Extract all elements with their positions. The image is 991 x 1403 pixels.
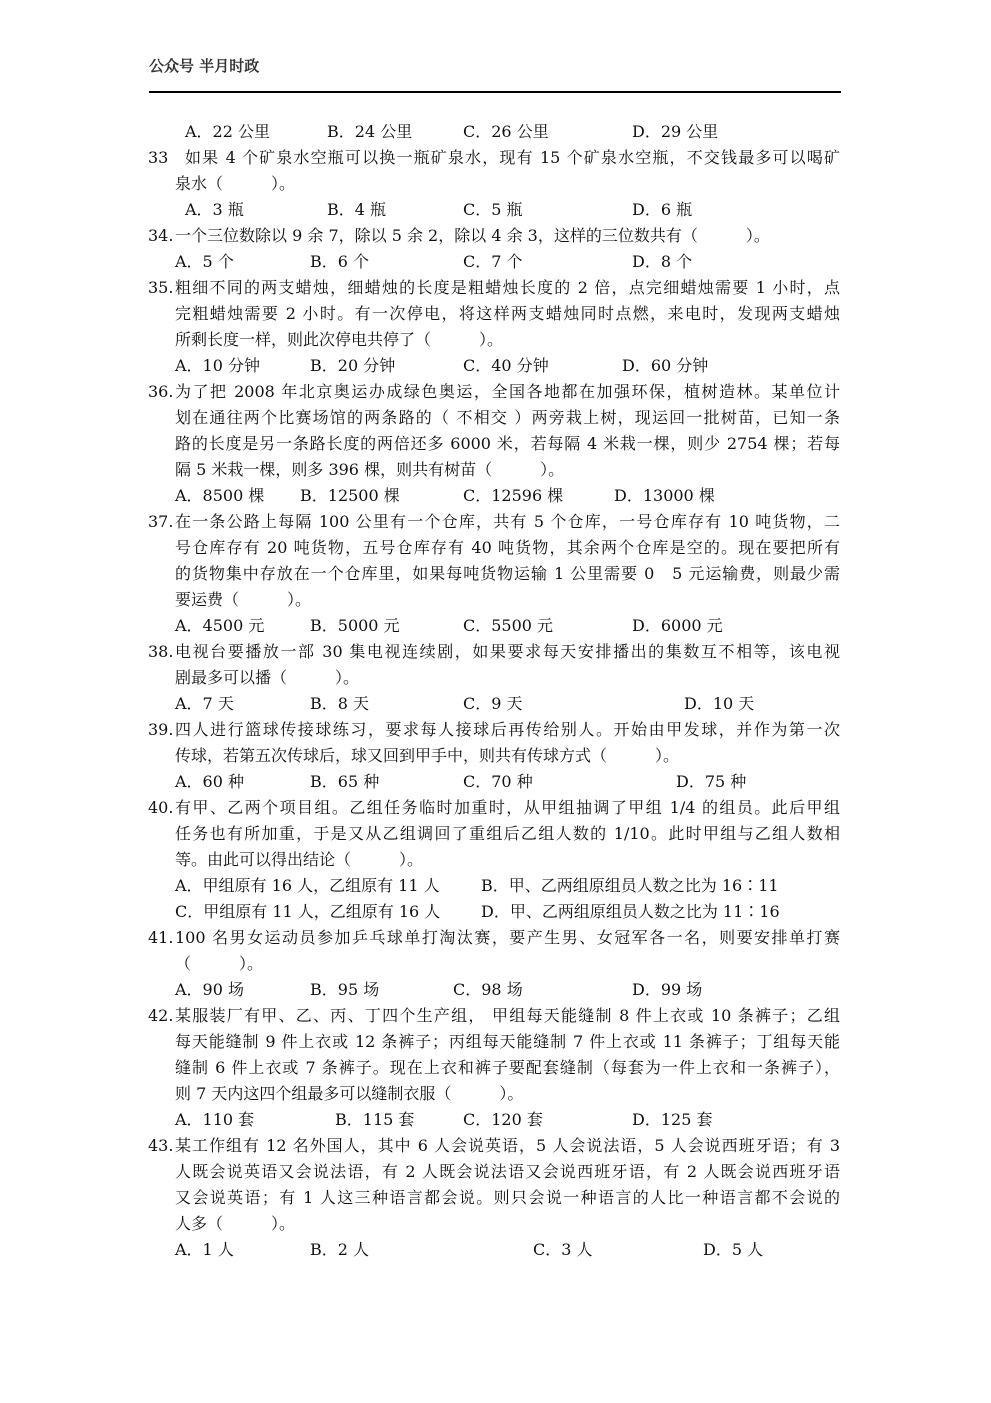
answer-option: C．12596 棵 <box>463 486 564 505</box>
options-row <box>0 613 991 639</box>
answer-option: D．29 公里 <box>632 122 719 141</box>
question-text: 为了把 2008 年北京奥运办成绿色奥运，全国各地都在加强环保，植树造林。某单位计 <box>175 382 840 401</box>
question-line <box>0 717 991 743</box>
question-line <box>0 223 991 249</box>
answer-option: C．26 公里 <box>463 122 549 141</box>
question-text: 泉水（ ）。 <box>175 174 296 193</box>
answer-option: D．125 套 <box>632 1110 713 1129</box>
options-row <box>0 197 991 223</box>
answer-option: C．甲组原有 11 人，乙组原有 16 人 <box>175 902 441 921</box>
question-text: 某服装厂有甲、乙、丙、丁四个生产组， 甲组每天能缝制 8 件上衣或 10 条裤子；乙组 <box>175 1006 840 1025</box>
question-line <box>0 1081 991 1107</box>
answer-option: B．24 公里 <box>327 122 413 141</box>
answer-option: A．3 瓶 <box>185 200 244 219</box>
question-line <box>0 561 991 587</box>
answer-option: A．110 套 <box>175 1110 255 1129</box>
question-text: 有甲、乙两个项目组。乙组任务临时加重时，从甲组抽调了甲组 1/4 的组员。此后甲组 <box>175 798 840 817</box>
answer-option: B．2 人 <box>310 1240 370 1259</box>
question-text: 电视台要播放一部 30 集电视连续剧，如果要求每天安排播出的集数互不相等，该电视 <box>175 642 840 661</box>
question-text: 100 名男女运动员参加乒乓球单打淘汰赛，要产生男、女冠军各一名，则要安排单打赛 <box>175 928 840 947</box>
question-number: 36. <box>148 382 174 401</box>
answer-option: A．60 种 <box>175 772 245 791</box>
question-number: 39. <box>148 720 174 739</box>
question-line <box>0 379 991 405</box>
question-line <box>0 171 991 197</box>
question-line <box>0 639 991 665</box>
answer-option: C．5 瓶 <box>463 200 523 219</box>
question-text: 完粗蜡烛需要 2 小时。有一次停电，将这样两支蜡烛同时点燃，来电时，发现两支蜡烛 <box>175 304 840 323</box>
question-text: 剧最多可以播（ ）。 <box>175 668 360 687</box>
answer-option: B．5000 元 <box>310 616 400 635</box>
question-number: 40. <box>148 798 174 817</box>
options-row <box>0 1237 991 1263</box>
answer-option: B．6 个 <box>310 252 370 271</box>
question-text: 粗细不同的两支蜡烛，细蜡烛的长度是粗蜡烛长度的 2 倍，点完细蜡烛需要 1 小时，点 <box>175 278 840 297</box>
options-row <box>0 353 991 379</box>
question-number: 33 <box>148 148 169 167</box>
question-line <box>0 145 991 171</box>
answer-option: C．7 个 <box>463 252 523 271</box>
header-divider <box>149 91 841 93</box>
question-text: 任务也有所加重，于是又从乙组调回了重组后乙组人数的 1/10。此时甲组与乙组人数相 <box>175 824 840 843</box>
question-number: 41. <box>148 928 174 947</box>
question-line <box>0 405 991 431</box>
answer-option: A．10 分钟 <box>175 356 261 375</box>
answer-option: D．8 个 <box>632 252 693 271</box>
answer-option: B．4 瓶 <box>327 200 387 219</box>
question-number: 38. <box>148 642 174 661</box>
question-text: 等。由此可以得出结论（ ）。 <box>175 850 424 869</box>
question-number: 34. <box>148 226 174 245</box>
question-text: 人既会说英语又会说法语，有 2 人既会说法语又会说西班牙语，有 2 人既会说西班牙语 <box>175 1162 840 1181</box>
answer-option: A．5 个 <box>175 252 234 271</box>
answer-option: B．8 天 <box>310 694 370 713</box>
answer-option: C．120 套 <box>463 1110 543 1129</box>
question-number: 35. <box>148 278 174 297</box>
question-number: 42. <box>148 1006 174 1025</box>
question-text: 在一条公路上每隔 100 公里有一个仓库，共有 5 个仓库，一号仓库存有 10 吨货物，二 <box>175 512 840 531</box>
question-line <box>0 1029 991 1055</box>
answer-option: A．甲组原有 16 人，乙组原有 11 人 <box>175 876 440 895</box>
answer-option: B．20 分钟 <box>310 356 396 375</box>
answer-option: C．3 人 <box>533 1240 593 1259</box>
header-title: 公众号 半月时政 <box>149 57 260 75</box>
answer-option: D．13000 棵 <box>614 486 715 505</box>
answer-option: A．22 公里 <box>185 122 271 141</box>
question-text: 则 7 天内这四个组最多可以缝制衣服（ ）。 <box>175 1084 524 1103</box>
question-line <box>0 1003 991 1029</box>
question-text: 某工作组有 12 名外国人，其中 6 人会说英语，5 人会说法语，5 人会说西班牙语；有 3 <box>175 1136 840 1155</box>
question-text: 缝制 6 件上衣或 7 条裤子。现在上衣和裤子要配套缝制（每套为一件上衣和一条裤子）， <box>175 1058 840 1077</box>
question-text: 所剩长度一样，则此次停电共停了（ ）。 <box>175 330 504 349</box>
answer-option: B．12500 棵 <box>300 486 400 505</box>
question-line <box>0 457 991 483</box>
answer-option: A．7 天 <box>175 694 234 713</box>
question-line <box>0 951 991 977</box>
question-text: 四人进行篮球传接球练习，要求每人接球后再传给别人。开始由甲发球，并作为第一次 <box>175 720 840 739</box>
question-number: 43. <box>148 1136 174 1155</box>
question-line <box>0 1159 991 1185</box>
question-text: 的货物集中存放在一个仓库里，如果每吨货物运输 1 公里需要 0 5 元运输费，则最少需 <box>175 564 840 583</box>
answer-option: D．甲、乙两组原组员人数之比为 11∶16 <box>481 902 780 921</box>
answer-option: D．75 种 <box>676 772 747 791</box>
question-text: 要运费（ ）。 <box>175 590 312 609</box>
options-row <box>0 769 991 795</box>
options-row <box>0 1107 991 1133</box>
answer-option: A．8500 棵 <box>175 486 265 505</box>
question-line <box>0 431 991 457</box>
question-line <box>0 795 991 821</box>
options-row <box>0 249 991 275</box>
answer-option: D．6000 元 <box>632 616 723 635</box>
question-line <box>0 535 991 561</box>
question-line <box>0 1133 991 1159</box>
question-text: 划在通往两个比赛场馆的两条路的（ 不相交 ）两旁栽上树，现运回一批树苗，已知一条 <box>175 408 840 427</box>
question-text: 路的长度是另一条路长度的两倍还多 6000 米，若每隔 4 米栽一棵，则少 2754 棵；若每 <box>175 434 840 453</box>
question-text: 如果 4 个矿泉水空瓶可以换一瓶矿泉水，现有 15 个矿泉水空瓶，不交钱最多可以喝矿 <box>185 148 840 167</box>
options-row <box>0 873 991 899</box>
question-line <box>0 665 991 691</box>
question-line <box>0 301 991 327</box>
answer-option: D．99 场 <box>632 980 703 999</box>
question-line <box>0 1211 991 1237</box>
options-row <box>0 483 991 509</box>
answer-option: C．5500 元 <box>463 616 554 635</box>
question-text: 一个三位数除以 9 余 7，除以 5 余 2，除以 4 余 3，这样的三位数共有（ ）。 <box>175 226 770 245</box>
answer-option: D．10 天 <box>684 694 755 713</box>
answer-option: C．40 分钟 <box>463 356 549 375</box>
answer-option: C．98 场 <box>453 980 523 999</box>
question-line <box>0 1055 991 1081</box>
answer-option: B．甲、乙两组原组员人数之比为 16∶11 <box>481 876 779 895</box>
answer-option: C．70 种 <box>463 772 533 791</box>
question-line <box>0 821 991 847</box>
answer-option: B．95 场 <box>310 980 380 999</box>
question-line <box>0 327 991 353</box>
question-line <box>0 275 991 301</box>
answer-option: A．1 人 <box>175 1240 234 1259</box>
question-line <box>0 1185 991 1211</box>
question-text: 每天能缝制 9 件上衣或 12 条裤子；丙组每天能缝制 7 件上衣或 11 条裤子；丁组每天能 <box>175 1032 840 1051</box>
answer-option: A．4500 元 <box>175 616 265 635</box>
question-text: 人多（ ）。 <box>175 1214 296 1233</box>
question-text: 又会说英语；有 1 人这三种语言都会说。则只会说一种语言的人比一种语言都不会说的 <box>175 1188 840 1207</box>
options-row <box>0 899 991 925</box>
options-row <box>0 691 991 717</box>
question-text: （ ）。 <box>175 954 264 973</box>
question-line <box>0 847 991 873</box>
question-line <box>0 925 991 951</box>
question-number: 37. <box>148 512 174 531</box>
options-row <box>0 977 991 1003</box>
question-text: 隔 5 米栽一棵，则多 396 棵，则共有树苗（ ）。 <box>175 460 565 479</box>
answer-option: C．9 天 <box>463 694 523 713</box>
question-line <box>0 587 991 613</box>
question-line <box>0 509 991 535</box>
question-text: 传球，若第五次传球后，球又回到甲手中，则共有传球方式（ ）。 <box>175 746 680 765</box>
question-line <box>0 743 991 769</box>
answer-option: D．60 分钟 <box>622 356 709 375</box>
answer-option: B．115 套 <box>335 1110 415 1129</box>
options-row <box>0 119 991 145</box>
answer-option: D．5 人 <box>703 1240 764 1259</box>
question-text: 号仓库存有 20 吨货物，五号仓库存有 40 吨货物，其余两个仓库是空的。现在要把所有 <box>175 538 840 557</box>
answer-option: B．65 种 <box>310 772 380 791</box>
answer-option: D．6 瓶 <box>632 200 693 219</box>
answer-option: A．90 场 <box>175 980 245 999</box>
